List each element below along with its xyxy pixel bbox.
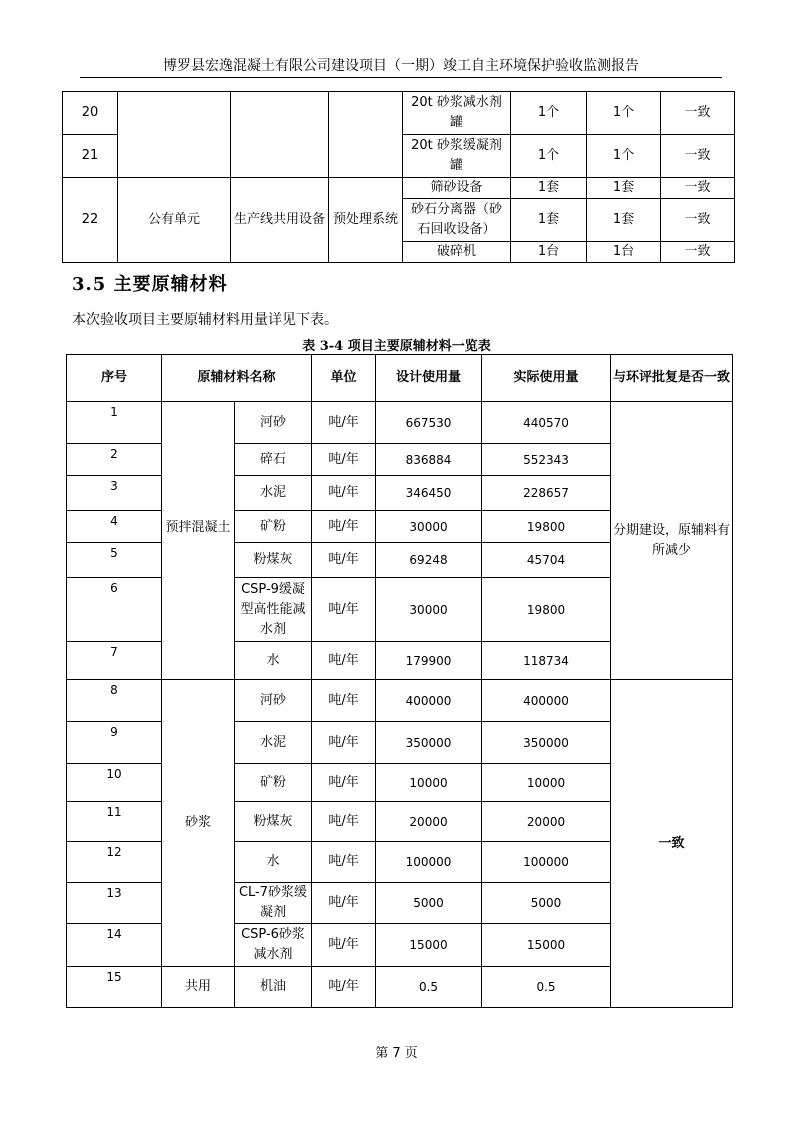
section-heading: 3.5 主要原辅材料 (72, 274, 228, 295)
actual-qty: 1台 (587, 242, 661, 263)
material-name: 河砂 (235, 680, 312, 722)
table-row (63, 92, 735, 135)
equipment-name: 筛砂设备 (403, 178, 511, 199)
row-number: 1 (67, 402, 162, 444)
actual-usage: 0.5 (482, 967, 611, 1008)
section-intro: 本次验收项目主要原辅材料用量详见下表。 (72, 312, 338, 328)
group-shared: 共用 (162, 967, 235, 1008)
row-number: 5 (67, 543, 162, 578)
actual-usage: 118734 (482, 642, 611, 680)
material-unit: 吨/年 (312, 924, 376, 967)
material-unit: 吨/年 (312, 642, 376, 680)
design-qty: 1套 (511, 199, 587, 242)
empty-cell (329, 92, 403, 178)
actual-usage: 5000 (482, 883, 611, 924)
row-number: 11 (67, 802, 162, 842)
design-usage: 30000 (376, 511, 482, 543)
actual-usage: 228657 (482, 476, 611, 511)
page-number: 第 7 页 (375, 1046, 418, 1061)
material-unit: 吨/年 (312, 764, 376, 802)
material-name: 机油 (235, 967, 312, 1008)
actual-qty: 1套 (587, 178, 661, 199)
group-mortar: 砂浆 (162, 680, 235, 967)
material-unit: 吨/年 (312, 722, 376, 764)
table-row (67, 680, 733, 722)
row-number: 12 (67, 842, 162, 883)
match-status: 一致 (661, 178, 735, 199)
material-unit: 吨/年 (312, 967, 376, 1008)
match-status: 一致 (661, 199, 735, 242)
materials-table (66, 354, 733, 1008)
row-number: 15 (67, 967, 162, 1008)
material-name: 水 (235, 642, 312, 680)
header-design-usage: 设计使用量 (376, 355, 482, 402)
material-unit: 吨/年 (312, 511, 376, 543)
material-name: 粉煤灰 (235, 543, 312, 578)
material-name: 水泥 (235, 476, 312, 511)
actual-usage: 10000 (482, 764, 611, 802)
header-unit: 单位 (312, 355, 376, 402)
equipment-name: 20t 砂浆缓凝剂罐 (403, 135, 511, 178)
design-usage: 667530 (376, 402, 482, 444)
header-divider (80, 77, 722, 78)
row-number: 22 (63, 178, 118, 263)
actual-usage: 20000 (482, 802, 611, 842)
material-unit: 吨/年 (312, 680, 376, 722)
header-actual-usage: 实际使用量 (482, 355, 611, 402)
material-unit: 吨/年 (312, 402, 376, 444)
design-usage: 179900 (376, 642, 482, 680)
actual-qty: 1个 (587, 135, 661, 178)
design-usage: 20000 (376, 802, 482, 842)
system-name: 预处理系统 (329, 178, 403, 263)
material-name: 河砂 (235, 402, 312, 444)
row-number: 10 (67, 764, 162, 802)
design-usage: 15000 (376, 924, 482, 967)
material-name: CSP-6砂浆减水剂 (235, 924, 312, 967)
design-qty: 1套 (511, 178, 587, 199)
actual-usage: 19800 (482, 511, 611, 543)
material-unit: 吨/年 (312, 883, 376, 924)
actual-usage: 552343 (482, 444, 611, 476)
material-name: CL-7砂浆缓凝剂 (235, 883, 312, 924)
equipment-table (62, 91, 735, 263)
match-status: 一致 (661, 135, 735, 178)
actual-usage: 100000 (482, 842, 611, 883)
actual-usage: 350000 (482, 722, 611, 764)
row-number: 6 (67, 578, 162, 642)
material-unit: 吨/年 (312, 543, 376, 578)
table-caption: 表 3-4 项目主要原辅材料一览表 (302, 339, 491, 354)
actual-usage: 440570 (482, 402, 611, 444)
match-status: 一致 (661, 92, 735, 135)
design-qty: 1个 (511, 92, 587, 135)
row-number: 7 (67, 642, 162, 680)
material-unit: 吨/年 (312, 802, 376, 842)
material-unit: 吨/年 (312, 578, 376, 642)
material-name: 矿粉 (235, 511, 312, 543)
header-material-name: 原辅材料名称 (162, 355, 312, 402)
row-number: 3 (67, 476, 162, 511)
material-unit: 吨/年 (312, 444, 376, 476)
unit-name: 公有单元 (118, 178, 231, 263)
design-qty: 1个 (511, 135, 587, 178)
table-row (67, 402, 733, 444)
material-name: 水泥 (235, 722, 312, 764)
actual-usage: 19800 (482, 578, 611, 642)
design-usage: 5000 (376, 883, 482, 924)
row-number: 13 (67, 883, 162, 924)
line-name: 生产线共用设备 (231, 178, 329, 263)
header-no: 序号 (67, 355, 162, 402)
table-row (63, 178, 735, 199)
design-usage: 0.5 (376, 967, 482, 1008)
design-usage: 836884 (376, 444, 482, 476)
empty-cell (118, 92, 231, 178)
empty-cell (231, 92, 329, 178)
design-usage: 10000 (376, 764, 482, 802)
row-number: 21 (63, 135, 118, 178)
material-name: 粉煤灰 (235, 802, 312, 842)
row-number: 2 (67, 444, 162, 476)
group-concrete: 预拌混凝土 (162, 402, 235, 680)
header-match: 与环评批复是否一致 (611, 355, 733, 402)
table-header-row (67, 355, 733, 402)
row-number: 14 (67, 924, 162, 967)
actual-usage: 400000 (482, 680, 611, 722)
actual-usage: 15000 (482, 924, 611, 967)
material-name: 矿粉 (235, 764, 312, 802)
row-number: 20 (63, 92, 118, 135)
design-usage: 400000 (376, 680, 482, 722)
design-usage: 69248 (376, 543, 482, 578)
material-unit: 吨/年 (312, 476, 376, 511)
material-unit: 吨/年 (312, 842, 376, 883)
remark-mortar: 一致 (611, 680, 733, 1008)
actual-usage: 45704 (482, 543, 611, 578)
remark-concrete: 分期建设，原辅料有所减少 (611, 402, 733, 680)
material-name: 碎石 (235, 444, 312, 476)
equipment-name: 20t 砂浆减水剂罐 (403, 92, 511, 135)
design-usage: 30000 (376, 578, 482, 642)
actual-qty: 1个 (587, 92, 661, 135)
material-name: 水 (235, 842, 312, 883)
row-number: 4 (67, 511, 162, 543)
equipment-name: 破碎机 (403, 242, 511, 263)
design-usage: 346450 (376, 476, 482, 511)
match-status: 一致 (661, 242, 735, 263)
row-number: 8 (67, 680, 162, 722)
equipment-name: 砂石分离器（砂石回收设备） (403, 199, 511, 242)
design-usage: 100000 (376, 842, 482, 883)
row-number: 9 (67, 722, 162, 764)
design-qty: 1台 (511, 242, 587, 263)
actual-qty: 1套 (587, 199, 661, 242)
design-usage: 350000 (376, 722, 482, 764)
material-name: CSP-9缓凝型高性能减水剂 (235, 578, 312, 642)
report-header-title: 博罗县宏逸混凝土有限公司建设项目（一期）竣工自主环境保护验收监测报告 (163, 58, 639, 74)
